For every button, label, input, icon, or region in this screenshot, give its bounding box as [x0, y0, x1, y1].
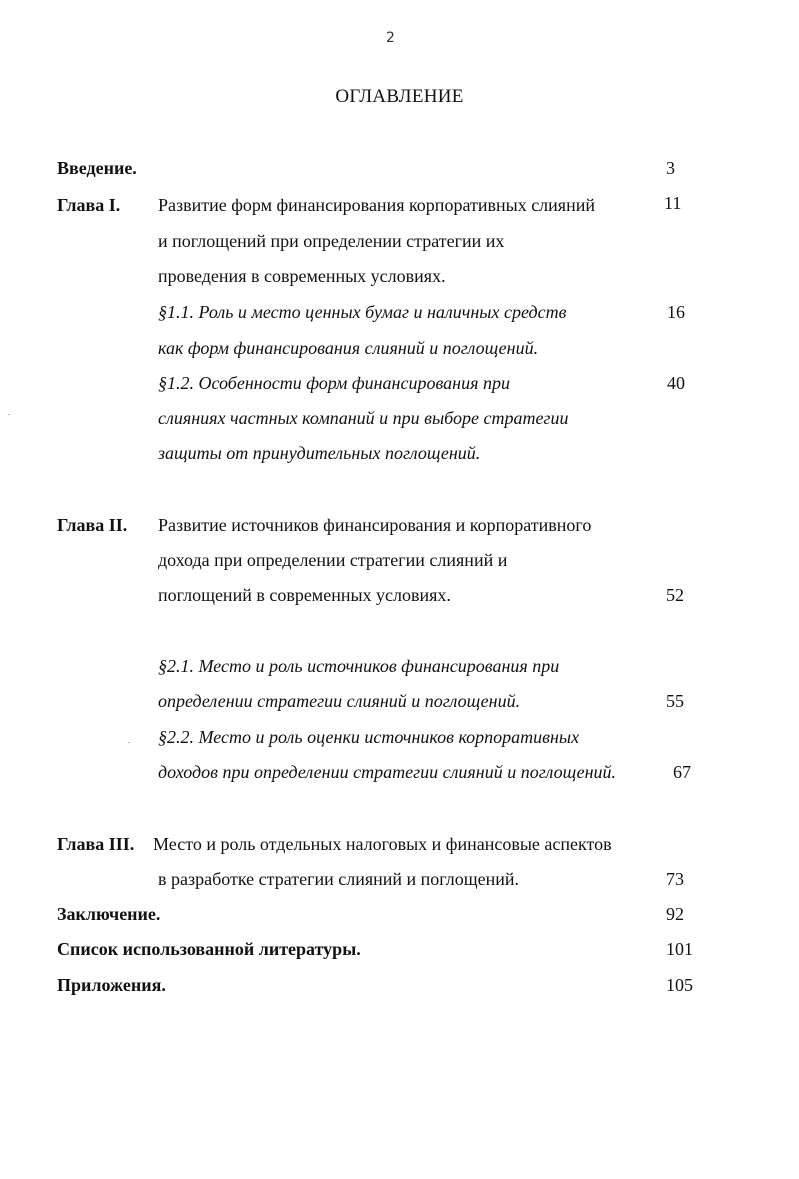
entry-label: Заключение. — [57, 904, 161, 924]
chapter-label: Глава II. — [57, 515, 128, 535]
section-title-line: слияниях частных компаний и при выборе стратегии — [158, 408, 569, 428]
entry-label: Список использованной литературы. — [57, 939, 361, 959]
chapter-label: Глава I. — [57, 195, 121, 215]
chapter-label: Глава III. — [57, 834, 135, 854]
entry-page: 92 — [666, 904, 684, 924]
chapter-title-line: поглощений в современных условиях. — [158, 585, 451, 605]
entry-label: Введение. — [57, 158, 137, 178]
entry-page: 16 — [667, 302, 685, 322]
section-title-line: §2.2. Место и роль оценки источников корпоративных — [158, 727, 580, 747]
entry-page: 67 — [673, 762, 691, 782]
chapter-title-line: в разработке стратегии слияний и поглощений. — [158, 869, 520, 889]
entry-page: 55 — [666, 691, 684, 711]
entry-page: 101 — [666, 939, 693, 959]
page-title: ОГЛАВЛЕНИЕ — [335, 86, 464, 107]
chapter-title-line: дохода при определении стратегии слияний и — [158, 550, 508, 570]
scan-speck — [128, 742, 130, 743]
chapter-title-line: Место и роль отдельных налоговых и финансовые аспектов — [153, 834, 612, 854]
chapter-title-line: Развитие форм финансирования корпоративных слияний — [158, 195, 595, 215]
entry-page: 73 — [666, 869, 684, 889]
section-title-line: §1.2. Особенности форм финансирования при — [158, 373, 510, 393]
chapter-title-line: Развитие источников финансирования и корпоративного — [158, 515, 592, 535]
section-title-line: как форм финансирования слияний и поглощений. — [158, 338, 539, 358]
entry-page: 40 — [667, 373, 685, 393]
chapter-title-line: и поглощений при определении стратегии их — [158, 231, 505, 251]
scan-speck — [8, 414, 10, 415]
section-title-line: §1.1. Роль и место ценных бумаг и наличных средств — [158, 302, 567, 322]
entry-page: 3 — [666, 158, 675, 178]
section-title-line: определении стратегии слияний и поглощений. — [158, 691, 521, 711]
page-number: 2 — [386, 30, 395, 46]
section-title-line: доходов при определении стратегии слияний и поглощений. — [158, 762, 617, 782]
chapter-title-line: проведения в современных условиях. — [158, 266, 446, 286]
entry-page: 52 — [666, 585, 684, 605]
entry-page: 105 — [666, 975, 693, 995]
entry-page: 11 — [664, 193, 682, 213]
entry-label: Приложения. — [57, 975, 166, 995]
section-title-line: §2.1. Место и роль источников финансирования при — [158, 656, 560, 676]
section-title-line: защиты от принудительных поглощений. — [158, 443, 481, 463]
